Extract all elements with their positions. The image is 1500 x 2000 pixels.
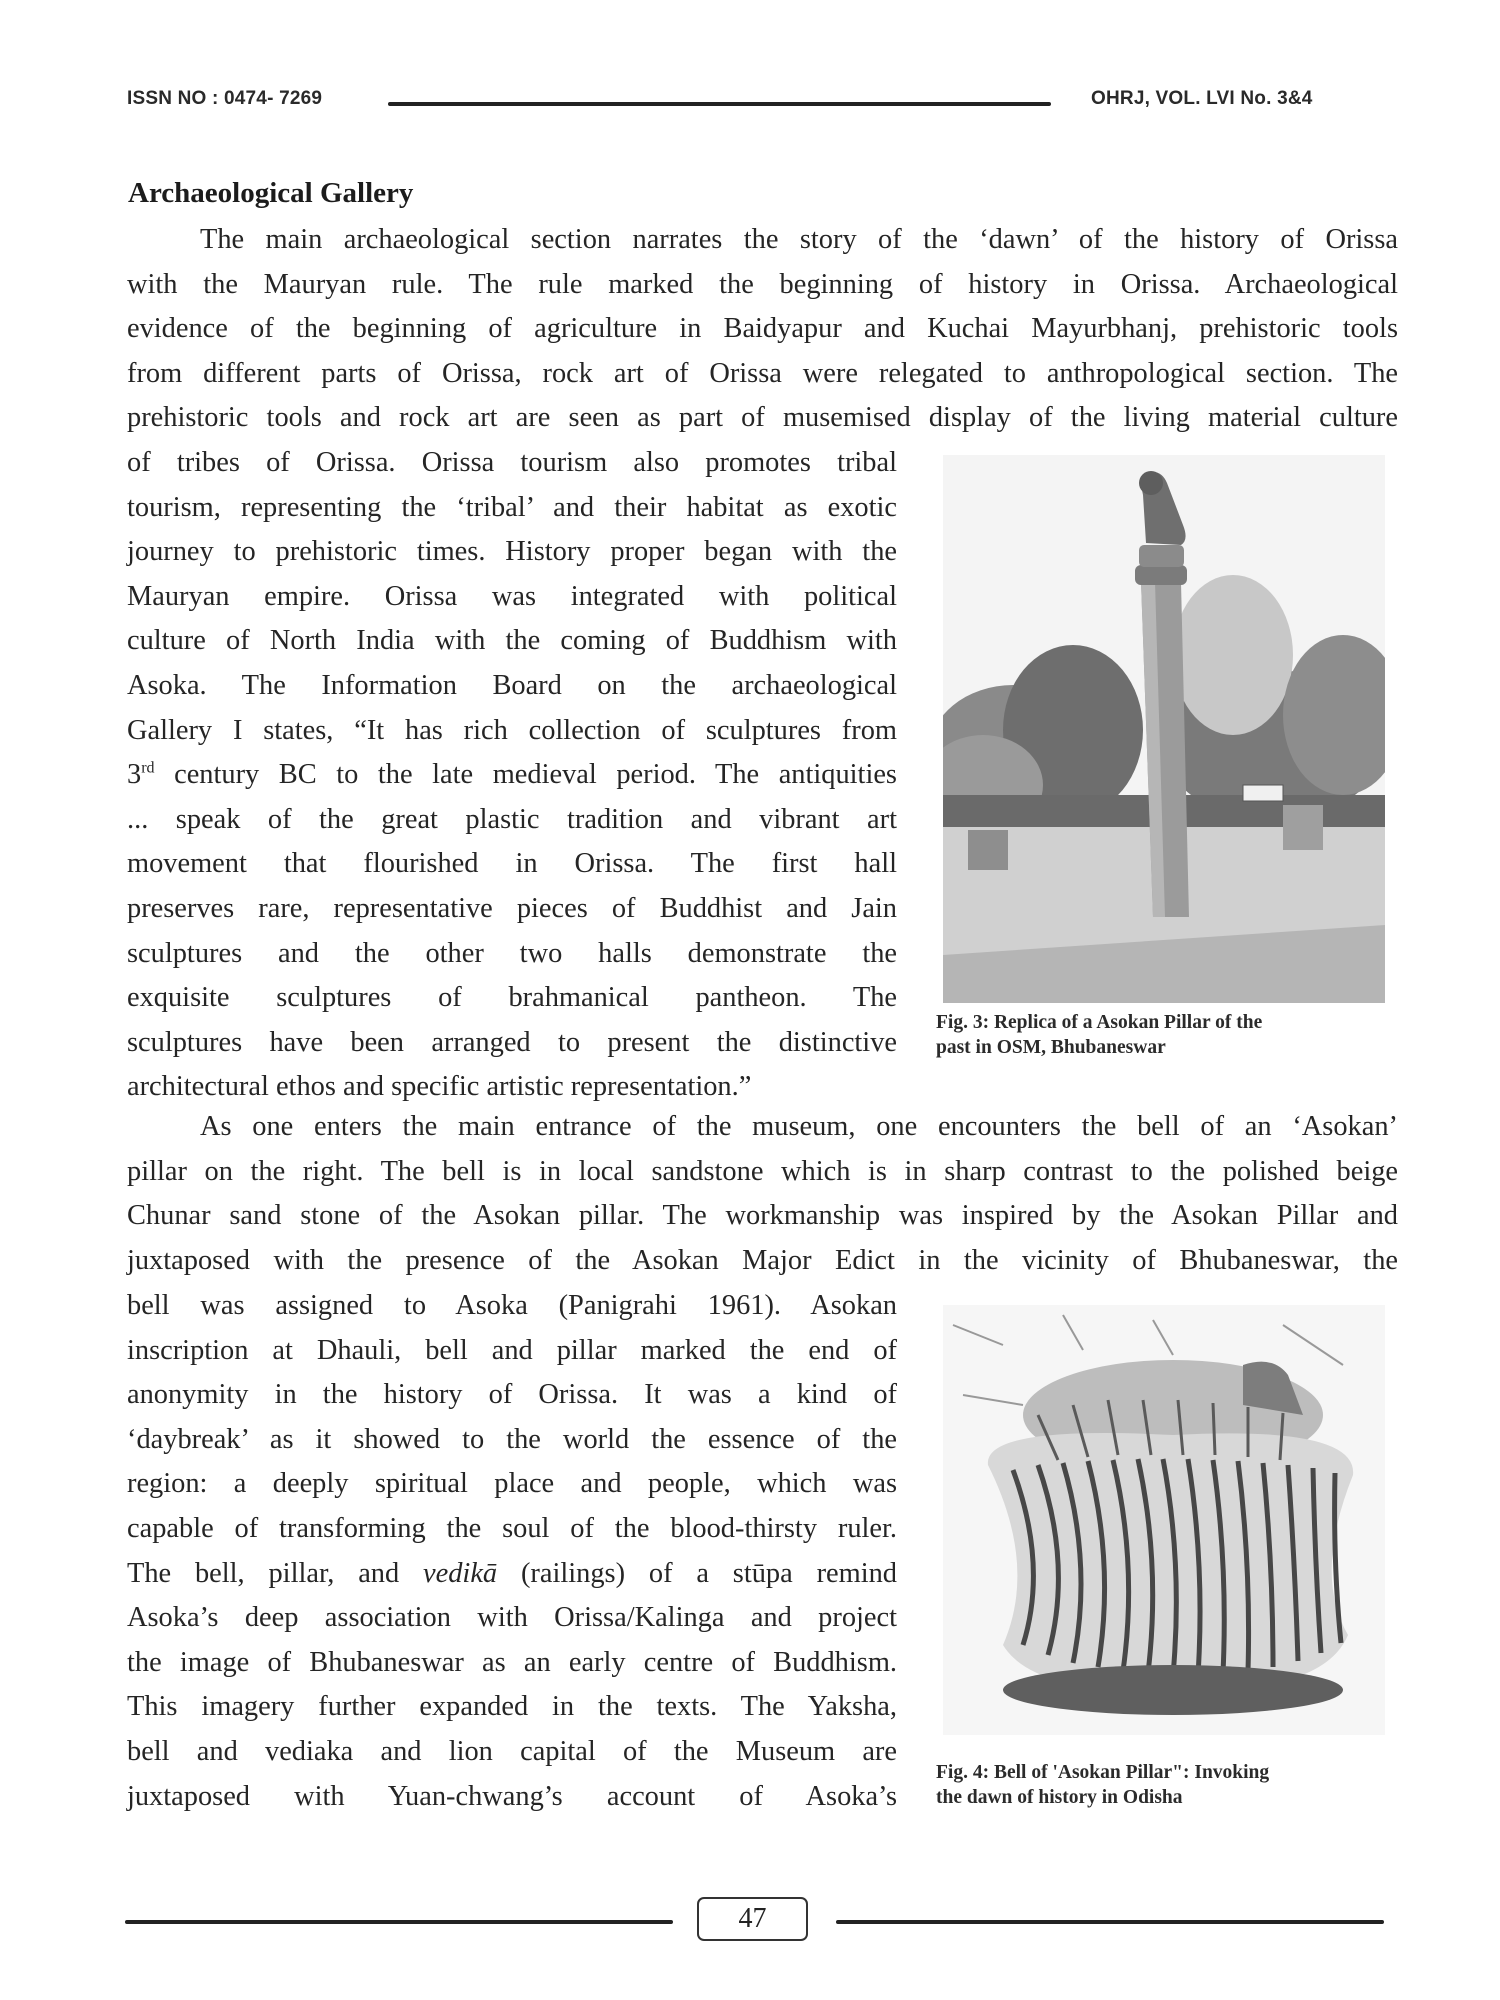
text-line: juxtaposed with Yuan-chwang’s account of Asoka’s bbox=[127, 1780, 897, 1812]
text-line: with the Mauryan rule. The rule marked the beginning of history in Orissa. Archaeological bbox=[127, 268, 1398, 300]
journal-volume: OHRJ, VOL. LVI No. 3&4 bbox=[1091, 88, 1313, 109]
text-line: Chunar sand stone of the Asokan pillar. The workmanship was inspired by the Asokan Pillar and bbox=[127, 1200, 1398, 1232]
section-heading: Archaeological Gallery bbox=[128, 177, 414, 209]
text-line: journey to prehistoric times. History proper began with the bbox=[127, 536, 897, 568]
text-line: As one enters the main entrance of the museum, one encounters the bell of an ‘Asokan’ bbox=[200, 1111, 1398, 1142]
text-line: Mauryan empire. Orissa was integrated with political bbox=[127, 580, 897, 612]
caption-line: Fig. 3: Replica of a Asokan Pillar of the bbox=[936, 1012, 1263, 1033]
text-line: juxtaposed with the presence of the Asokan Major Edict in the vicinity of Bhubaneswar, the bbox=[127, 1244, 1398, 1276]
paragraph-2-full bbox=[127, 1105, 1398, 1283]
asokan-pillar-image bbox=[943, 455, 1385, 1003]
caption-line: Fig. 4: Bell of 'Asokan Pillar": Invoking bbox=[936, 1762, 1270, 1783]
text-line-rest: century BC to the late medieval period. The antiquities bbox=[174, 759, 897, 791]
text-line: Asoka’s deep association with Orissa/Kalinga and project bbox=[127, 1602, 897, 1634]
ordinal-suffix: rd bbox=[141, 759, 155, 777]
text-line: This imagery further expanded in the texts. The Yaksha, bbox=[127, 1691, 897, 1723]
figure-3-caption bbox=[936, 1010, 1262, 1060]
text-line: the image of Bhubaneswar as an early centre of Buddhism. bbox=[127, 1646, 897, 1678]
text-line: tourism, representing the ‘tribal’ and their habitat as exotic bbox=[127, 491, 897, 523]
text-line: prehistoric tools and rock art are seen as part of musemised display of the living material culture bbox=[127, 402, 1398, 434]
asokan-bell-image bbox=[943, 1305, 1385, 1735]
text-line: ‘daybreak’ as it showed to the world the essence of the bbox=[127, 1423, 897, 1455]
text-line bbox=[127, 753, 897, 798]
italic-term: vedikā bbox=[423, 1557, 498, 1589]
text-line: Gallery I states, “It has rich collection of sculptures from bbox=[127, 714, 897, 746]
footer-rule-right bbox=[836, 1920, 1384, 1924]
text-line: capable of transforming the soul of the blood-thirsty ruler. bbox=[127, 1512, 897, 1544]
pillar-photo bbox=[943, 455, 1385, 1003]
text-line: pillar on the right. The bell is in local sandstone which is in sharp contrast to the polished beige bbox=[127, 1155, 1398, 1187]
text-fragment: The bell, pillar, and bbox=[127, 1557, 400, 1589]
issn-number: ISSN NO : 0474- 7269 bbox=[127, 88, 323, 109]
caption-line: past in OSM, Bhubaneswar bbox=[936, 1037, 1166, 1058]
text-line: culture of North India with the coming of Buddhism with bbox=[127, 625, 897, 657]
text-line: movement that flourished in Orissa. The first hall bbox=[127, 848, 897, 880]
text-line: of tribes of Orissa. Orissa tourism also promotes tribal bbox=[127, 447, 897, 478]
caption-line: the dawn of history in Odisha bbox=[936, 1787, 1183, 1808]
text-line: ... speak of the great plastic tradition and vibrant art bbox=[127, 803, 897, 835]
text-line: bell was assigned to Asoka (Panigrahi 1961). Asokan bbox=[127, 1290, 897, 1321]
header-rule bbox=[388, 102, 1051, 106]
text-fragment: (railings) of a stūpa remind bbox=[520, 1557, 897, 1589]
text-line: region: a deeply spiritual place and people, which was bbox=[127, 1468, 897, 1500]
paragraph-1-full bbox=[127, 218, 1398, 441]
text-line: bell and vediaka and lion capital of the Museum are bbox=[127, 1735, 897, 1767]
text-line: exquisite sculptures of brahmanical pantheon. The bbox=[127, 982, 897, 1014]
text-line: from different parts of Orissa, rock art of Orissa were relegated to anthropological section. The bbox=[127, 357, 1398, 389]
ordinal-number: 3 bbox=[127, 759, 142, 791]
page-number: 47 bbox=[697, 1897, 808, 1941]
text-line: anonymity in the history of Orissa. It was a kind of bbox=[127, 1379, 897, 1411]
text-line: preserves rare, representative pieces of Buddhist and Jain bbox=[127, 892, 897, 924]
text-line: inscription at Dhauli, bell and pillar marked the end of bbox=[127, 1334, 897, 1366]
paragraph-1-wrapped bbox=[127, 441, 897, 1110]
text-line: The main archaeological section narrates the story of the ‘dawn’ of the history of Orissa bbox=[200, 224, 1398, 255]
footer-rule-left bbox=[125, 1920, 673, 1924]
text-line bbox=[127, 1552, 897, 1597]
text-line: evidence of the beginning of agriculture in Baidyapur and Kuchai Mayurbhanj, prehistoric tools bbox=[127, 313, 1398, 345]
figure-4-caption bbox=[936, 1760, 1269, 1810]
text-line: Asoka. The Information Board on the archaeological bbox=[127, 669, 897, 701]
text-line: sculptures have been arranged to present the distinctive bbox=[127, 1026, 897, 1058]
bell-photo bbox=[943, 1305, 1385, 1735]
text-line: sculptures and the other two halls demonstrate the bbox=[127, 937, 897, 969]
paragraph-2-wrapped bbox=[127, 1284, 897, 1819]
text-line: architectural ethos and specific artistic representation.” bbox=[127, 1071, 752, 1103]
